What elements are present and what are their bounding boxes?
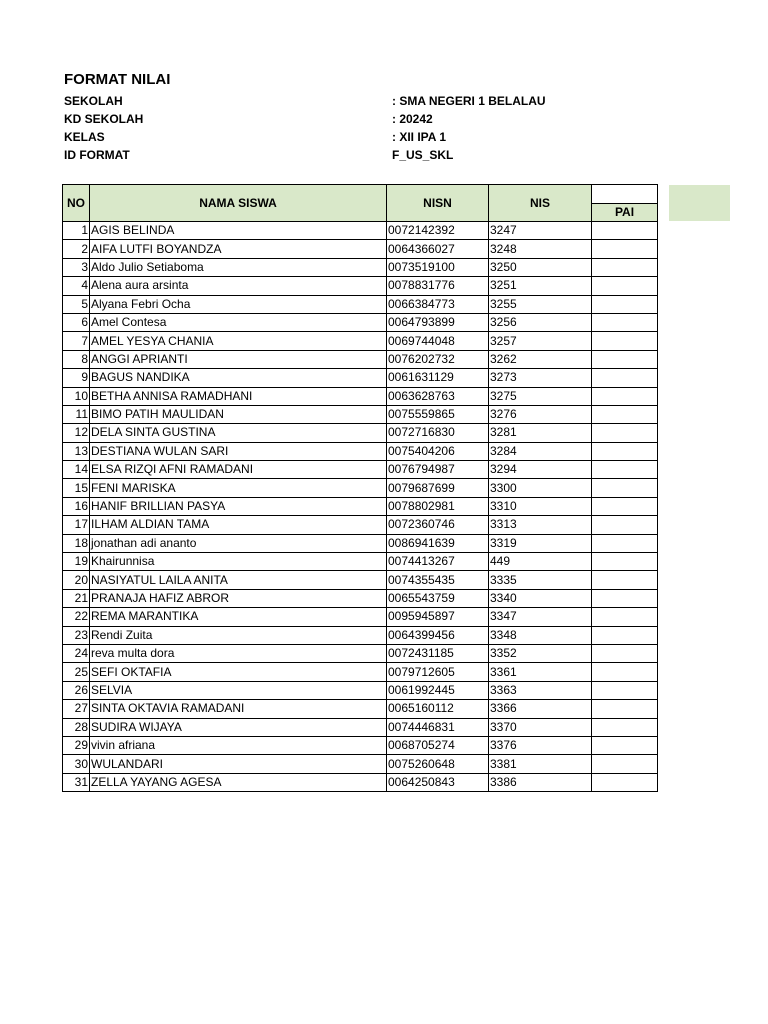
cell-nisn: 0065543759 (387, 589, 489, 607)
table-row (63, 222, 658, 240)
meta-row-format-id (0, 146, 768, 164)
cell-nisn: 0072716830 (387, 424, 489, 442)
cell-nis: 3262 (489, 350, 592, 368)
cell-pai[interactable] (592, 387, 658, 405)
header-nis: NIS (489, 185, 592, 222)
table-row (63, 534, 658, 552)
table-row (63, 295, 658, 313)
cell-nis: 3256 (489, 313, 592, 331)
cell-pai[interactable] (592, 773, 658, 791)
cell-no: 15 (63, 479, 90, 497)
cell-pai[interactable] (592, 332, 658, 350)
cell-name: ZELLA YAYANG AGESA (90, 773, 387, 791)
table-row (63, 277, 658, 295)
cell-name: SELVIA (90, 681, 387, 699)
cell-nis: 3340 (489, 589, 592, 607)
cell-nisn: 0073519100 (387, 258, 489, 276)
meta-value: F_US_SKL (392, 148, 454, 162)
cell-nis: 3255 (489, 295, 592, 313)
table-row (63, 700, 658, 718)
student-rows (63, 222, 658, 792)
meta-label: KELAS (64, 130, 105, 144)
cell-no: 10 (63, 387, 90, 405)
table-row (63, 240, 658, 258)
header-nisn: NISN (387, 185, 489, 222)
cell-name: Aldo Julio Setiaboma (90, 258, 387, 276)
cell-pai[interactable] (592, 258, 658, 276)
cell-pai[interactable] (592, 516, 658, 534)
meta-row-class (0, 128, 768, 146)
cell-pai[interactable] (592, 700, 658, 718)
cell-name: SUDIRA WIJAYA (90, 718, 387, 736)
cell-pai[interactable] (592, 497, 658, 515)
cell-name: Amel Contesa (90, 313, 387, 331)
cell-nisn: 0065160112 (387, 700, 489, 718)
cell-pai[interactable] (592, 755, 658, 773)
table-row (63, 718, 658, 736)
cell-name: Alena aura arsinta (90, 277, 387, 295)
table-row (63, 350, 658, 368)
cell-name: Khairunnisa (90, 553, 387, 571)
cell-name: WULANDARI (90, 755, 387, 773)
cell-nis: 3352 (489, 644, 592, 662)
cell-no: 1 (63, 222, 90, 240)
cell-name: Rendi Zuita (90, 626, 387, 644)
cell-nisn: 0064793899 (387, 313, 489, 331)
meta-value: : 20242 (392, 112, 433, 126)
cell-no: 8 (63, 350, 90, 368)
cell-name: ILHAM ALDIAN TAMA (90, 516, 387, 534)
cell-no: 4 (63, 277, 90, 295)
student-table (62, 184, 658, 792)
cell-pai[interactable] (592, 350, 658, 368)
cell-nis: 3281 (489, 424, 592, 442)
table-row (63, 644, 658, 662)
cell-no: 13 (63, 442, 90, 460)
cell-nisn: 0095945897 (387, 608, 489, 626)
cell-nis: 3361 (489, 663, 592, 681)
cell-nis: 3319 (489, 534, 592, 552)
cell-name: BIMO PATIH MAULIDAN (90, 405, 387, 423)
cell-nisn: 0061631129 (387, 369, 489, 387)
meta-label: ID FORMAT (64, 148, 130, 162)
table-row (63, 442, 658, 460)
cell-nis: 3381 (489, 755, 592, 773)
cell-name: Alyana Febri Ocha (90, 295, 387, 313)
cell-no: 11 (63, 405, 90, 423)
cell-name: SEFI OKTAFIA (90, 663, 387, 681)
meta-value: : SMA NEGERI 1 BELALAU (392, 94, 546, 108)
cell-nisn: 0078802981 (387, 497, 489, 515)
cell-nis: 3250 (489, 258, 592, 276)
cell-nisn: 0064250843 (387, 773, 489, 791)
cell-nis: 3300 (489, 479, 592, 497)
cell-nisn: 0074413267 (387, 553, 489, 571)
cell-nis: 3310 (489, 497, 592, 515)
table-row (63, 424, 658, 442)
cell-pai[interactable] (592, 277, 658, 295)
cell-nisn: 0063628763 (387, 387, 489, 405)
cell-pai[interactable] (592, 553, 658, 571)
cell-nisn: 0068705274 (387, 736, 489, 754)
header-no: NO (63, 185, 90, 222)
cell-nisn: 0079712605 (387, 663, 489, 681)
cell-nis: 3276 (489, 405, 592, 423)
cell-nisn: 0075559865 (387, 405, 489, 423)
cell-pai[interactable] (592, 681, 658, 699)
cell-nis: 3363 (489, 681, 592, 699)
table-row (63, 736, 658, 754)
cell-pai[interactable] (592, 608, 658, 626)
cell-nis: 3376 (489, 736, 592, 754)
meta-row-school (0, 92, 768, 110)
cell-no: 27 (63, 700, 90, 718)
cell-nisn: 0072142392 (387, 222, 489, 240)
cell-no: 23 (63, 626, 90, 644)
cell-nis: 3275 (489, 387, 592, 405)
cell-nis: 3370 (489, 718, 592, 736)
cell-pai[interactable] (592, 644, 658, 662)
table-row (63, 571, 658, 589)
cell-pai[interactable] (592, 479, 658, 497)
cell-name: SINTA OKTAVIA RAMADANI (90, 700, 387, 718)
cell-name: DESTIANA WULAN SARI (90, 442, 387, 460)
table-row (63, 516, 658, 534)
cell-no: 12 (63, 424, 90, 442)
cell-no: 20 (63, 571, 90, 589)
cell-name: AIFA LUTFI BOYANDZA (90, 240, 387, 258)
cell-nis: 3348 (489, 626, 592, 644)
cell-pai[interactable] (592, 222, 658, 240)
cell-name: jonathan adi ananto (90, 534, 387, 552)
cell-no: 7 (63, 332, 90, 350)
table-row (63, 755, 658, 773)
cell-pai[interactable] (592, 295, 658, 313)
cell-name: AGIS BELINDA (90, 222, 387, 240)
cell-nis: 3386 (489, 773, 592, 791)
cell-pai[interactable] (592, 461, 658, 479)
cell-no: 14 (63, 461, 90, 479)
meta-row-school-code (0, 110, 768, 128)
cell-nisn: 0086941639 (387, 534, 489, 552)
cell-pai[interactable] (592, 571, 658, 589)
table-row (63, 626, 658, 644)
cell-nisn: 0076794987 (387, 461, 489, 479)
cell-name: AMEL YESYA CHANIA (90, 332, 387, 350)
cell-pai[interactable] (592, 369, 658, 387)
meta-value: : XII IPA 1 (392, 130, 447, 144)
cell-nisn: 0076202732 (387, 350, 489, 368)
table-row (63, 663, 658, 681)
cell-nis: 3294 (489, 461, 592, 479)
table-row (63, 497, 658, 515)
cell-nisn: 0061992445 (387, 681, 489, 699)
cell-no: 3 (63, 258, 90, 276)
cell-pai[interactable] (592, 736, 658, 754)
cell-nis: 449 (489, 553, 592, 571)
cell-nisn: 0079687699 (387, 479, 489, 497)
header-name: NAMA SISWA (90, 185, 387, 222)
table-row (63, 773, 658, 791)
cell-nisn: 0078831776 (387, 277, 489, 295)
cell-no: 2 (63, 240, 90, 258)
cell-no: 26 (63, 681, 90, 699)
cell-no: 24 (63, 644, 90, 662)
cell-no: 17 (63, 516, 90, 534)
cell-nisn: 0074446831 (387, 718, 489, 736)
cell-name: reva multa dora (90, 644, 387, 662)
form-title: FORMAT NILAI (64, 71, 171, 88)
cell-nis: 3247 (489, 222, 592, 240)
cell-name: REMA MARANTIKA (90, 608, 387, 626)
cell-name: BAGUS NANDIKA (90, 369, 387, 387)
meta-label: SEKOLAH (64, 94, 123, 108)
cell-nis: 3366 (489, 700, 592, 718)
cell-nisn: 0074355435 (387, 571, 489, 589)
cell-nis: 3257 (489, 332, 592, 350)
cell-name: DELA SINTA GUSTINA (90, 424, 387, 442)
table-row (63, 553, 658, 571)
table-row (63, 608, 658, 626)
table-row (63, 332, 658, 350)
table-row (63, 589, 658, 607)
cell-no: 22 (63, 608, 90, 626)
cell-pai[interactable] (592, 534, 658, 552)
cell-nisn: 0069744048 (387, 332, 489, 350)
table-row (63, 369, 658, 387)
cell-pai[interactable] (592, 663, 658, 681)
cell-name: PRANAJA HAFIZ ABROR (90, 589, 387, 607)
cell-no: 18 (63, 534, 90, 552)
cell-name: HANIF BRILLIAN PASYA (90, 497, 387, 515)
cell-no: 16 (63, 497, 90, 515)
cell-nisn: 0064399456 (387, 626, 489, 644)
cell-no: 25 (63, 663, 90, 681)
cell-nisn: 0064366027 (387, 240, 489, 258)
cell-nis: 3347 (489, 608, 592, 626)
cell-nis: 3335 (489, 571, 592, 589)
cell-no: 6 (63, 313, 90, 331)
cell-no: 21 (63, 589, 90, 607)
cell-nisn: 0072360746 (387, 516, 489, 534)
cell-name: ANGGI APRIANTI (90, 350, 387, 368)
cell-pai[interactable] (592, 313, 658, 331)
cell-pai[interactable] (592, 424, 658, 442)
cell-name: vivin afriana (90, 736, 387, 754)
cell-nis: 3251 (489, 277, 592, 295)
pai-header-extension (669, 185, 730, 221)
cell-nis: 3248 (489, 240, 592, 258)
cell-name: ELSA RIZQI AFNI RAMADANI (90, 461, 387, 479)
cell-nisn: 0072431185 (387, 644, 489, 662)
table-row (63, 387, 658, 405)
cell-nisn: 0075260648 (387, 755, 489, 773)
meta-label: KD SEKOLAH (64, 112, 144, 126)
header-blank (592, 185, 658, 204)
cell-no: 29 (63, 736, 90, 754)
cell-pai[interactable] (592, 626, 658, 644)
cell-pai[interactable] (592, 589, 658, 607)
table-row (63, 681, 658, 699)
header-pai: PAI (592, 203, 658, 222)
table-row (63, 479, 658, 497)
cell-pai[interactable] (592, 240, 658, 258)
cell-no: 9 (63, 369, 90, 387)
cell-no: 30 (63, 755, 90, 773)
table-row (63, 258, 658, 276)
cell-pai[interactable] (592, 405, 658, 423)
cell-name: BETHA ANNISA RAMADHANI (90, 387, 387, 405)
cell-name: FENI MARISKA (90, 479, 387, 497)
cell-nisn: 0075404206 (387, 442, 489, 460)
table-row (63, 313, 658, 331)
cell-no: 28 (63, 718, 90, 736)
cell-pai[interactable] (592, 442, 658, 460)
cell-nis: 3284 (489, 442, 592, 460)
cell-no: 19 (63, 553, 90, 571)
cell-no: 5 (63, 295, 90, 313)
cell-name: NASIYATUL LAILA ANITA (90, 571, 387, 589)
cell-nis: 3313 (489, 516, 592, 534)
cell-nis: 3273 (489, 369, 592, 387)
cell-no: 31 (63, 773, 90, 791)
cell-nisn: 0066384773 (387, 295, 489, 313)
table-row (63, 405, 658, 423)
table-row (63, 461, 658, 479)
cell-pai[interactable] (592, 718, 658, 736)
